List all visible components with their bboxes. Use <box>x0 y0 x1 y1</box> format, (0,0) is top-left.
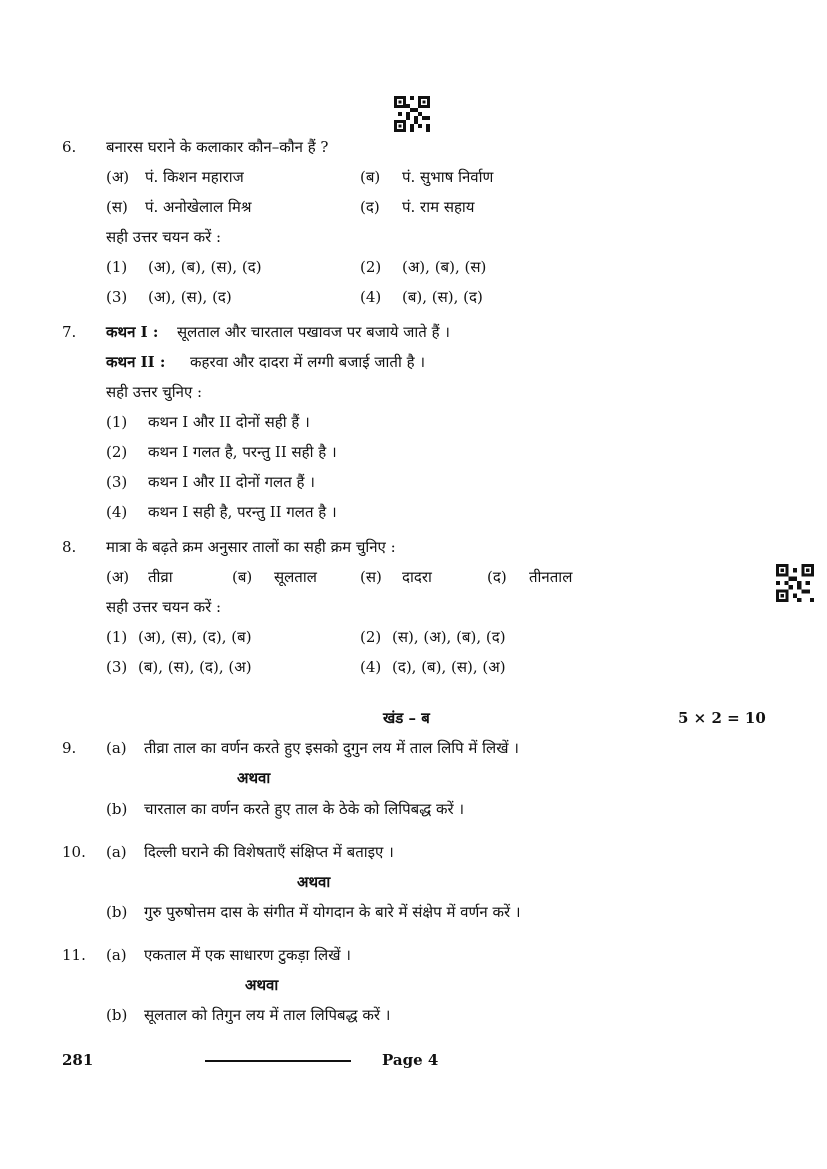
q6-answer-2-text: (अ), (ब), (स) <box>402 258 487 276</box>
q11-number: 11. <box>62 946 86 964</box>
q8-answer-3-text: (ब), (स), (द), (अ) <box>138 658 252 676</box>
q11-a-text: एकताल में एक साधारण टुकड़ा लिखें । <box>144 946 351 964</box>
q8-option-a-label: (अ) <box>106 568 130 586</box>
section-title: खंड – ब <box>383 709 430 727</box>
q6-option-a-text: पं. किशन महाराज <box>145 168 244 186</box>
q8-number: 8. <box>62 538 77 556</box>
section-marks: 5 × 2 = 10 <box>678 709 766 727</box>
q7-answer-2-text: कथन I गलत है, परन्तु II सही है । <box>148 443 337 461</box>
q8-answer-2-text: (स), (अ), (ब), (द) <box>392 628 506 646</box>
q11-a-label: (a) <box>106 946 127 964</box>
q11-or: अथवा <box>245 976 279 994</box>
q7-number: 7. <box>62 323 77 341</box>
q7-prompt: सही उत्तर चुनिए : <box>106 383 203 401</box>
q6-option-d-text: पं. राम सहाय <box>402 198 475 216</box>
q7-statement2-label: कथन II : <box>106 353 166 371</box>
q10-a-label: (a) <box>106 843 127 861</box>
q8-option-d-text: तीनताल <box>529 568 573 586</box>
q6-number: 6. <box>62 138 77 156</box>
q11-b-label: (b) <box>106 1006 128 1024</box>
q9-b-text: चारताल का वर्णन करते हुए ताल के ठेके को लिपिबद्ध करें । <box>144 800 465 818</box>
q6-prompt: सही उत्तर चयन करें : <box>106 228 222 246</box>
q7-answer-4-text: कथन I सही है, परन्तु II गलत है । <box>148 503 337 521</box>
q6-option-d-label: (द) <box>360 198 380 216</box>
q8-answer-3-label: (3) <box>106 658 128 676</box>
q9-number: 9. <box>62 739 77 757</box>
q6-answer-1-label: (1) <box>106 258 128 276</box>
q10-a-text: दिल्ली घराने की विशेषताएँ संक्षिप्त में बताइए । <box>144 843 394 861</box>
footer-code: 281 <box>62 1051 94 1069</box>
q11-b-text: सूलताल को तिगुन लय में ताल लिपिबद्ध करें । <box>144 1006 391 1024</box>
q6-option-c-label: (स) <box>106 198 128 216</box>
q6-option-b-label: (ब) <box>360 168 381 186</box>
q6-option-a-label: (अ) <box>106 168 130 186</box>
q6-answer-1-text: (अ), (ब), (स), (द) <box>148 258 262 276</box>
q7-answer-2-label: (2) <box>106 443 128 461</box>
q6-answer-4-label: (4) <box>360 288 382 306</box>
q6-answer-3-label: (3) <box>106 288 128 306</box>
q6-text: बनारस घराने के कलाकार कौन–कौन हैं ? <box>106 138 329 156</box>
footer-page: Page 4 <box>382 1051 439 1069</box>
q8-option-c-text: दादरा <box>402 568 432 586</box>
q10-number: 10. <box>62 843 86 861</box>
q6-option-c-text: पं. अनोखेलाल मिश्र <box>145 198 252 216</box>
q8-option-b-label: (ब) <box>232 568 253 586</box>
q7-answer-4-label: (4) <box>106 503 128 521</box>
q8-option-a-text: तीव्रा <box>148 568 173 586</box>
q10-b-label: (b) <box>106 903 128 921</box>
q7-statement2-text: कहरवा और दादरा में लग्गी बजाई जाती है । <box>190 353 426 371</box>
q8-option-c-label: (स) <box>360 568 382 586</box>
q7-answer-1-text: कथन I और II दोनों सही हैं । <box>148 413 310 431</box>
q8-answer-2-label: (2) <box>360 628 382 646</box>
q10-or: अथवा <box>297 873 331 891</box>
q7-answer-1-label: (1) <box>106 413 128 431</box>
q8-option-d-label: (द) <box>487 568 507 586</box>
q9-a-label: (a) <box>106 739 127 757</box>
q6-answer-4-text: (ब), (स), (द) <box>402 288 483 306</box>
q8-answer-4-text: (द), (ब), (स), (अ) <box>392 658 506 676</box>
q8-answer-4-label: (4) <box>360 658 382 676</box>
q10-b-text: गुरु पुरुषोत्तम दास के संगीत में योगदान के बारे में संक्षेप में वर्णन करें । <box>144 903 521 921</box>
q8-option-b-text: सूलताल <box>274 568 317 586</box>
qr-code-side <box>776 564 814 602</box>
q6-option-b-text: पं. सुभाष निर्वाण <box>402 168 494 186</box>
q8-text: मात्रा के बढ़ते क्रम अनुसार तालों का सही क्रम चुनिए : <box>106 538 396 556</box>
q7-answer-3-label: (3) <box>106 473 128 491</box>
q7-statement1-label: कथन I : <box>106 323 159 341</box>
q7-answer-3-text: कथन I और II दोनों गलत हैं । <box>148 473 315 491</box>
qr-code-top <box>394 96 430 132</box>
q9-or: अथवा <box>237 769 271 787</box>
q8-answer-1-label: (1) <box>106 628 128 646</box>
q8-prompt: सही उत्तर चयन करें : <box>106 598 222 616</box>
footer-divider <box>205 1060 351 1062</box>
q9-a-text: तीव्रा ताल का वर्णन करते हुए इसको दुगुन लय में ताल लिपि में लिखें । <box>144 739 519 757</box>
q9-b-label: (b) <box>106 800 128 818</box>
q6-answer-2-label: (2) <box>360 258 382 276</box>
q7-statement1-text: सूलताल और चारताल पखावज पर बजाये जाते हैं । <box>177 323 450 341</box>
q8-answer-1-text: (अ), (स), (द), (ब) <box>138 628 252 646</box>
q6-answer-3-text: (अ), (स), (द) <box>148 288 232 306</box>
